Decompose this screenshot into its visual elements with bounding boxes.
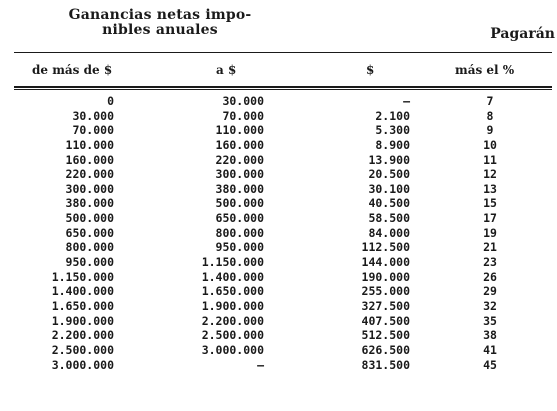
table-row [0,226,557,241]
cell-amount: 512.500 [361,328,410,343]
column-header-to: a $ [216,63,237,77]
table-row [0,94,557,109]
table-row [0,167,557,182]
cell-amount: 626.500 [361,342,410,357]
cell-from: 3.000.000 [51,357,114,372]
cell-amount: 255.000 [361,284,410,299]
cell-rate: 9 [486,123,494,138]
cell-amount: 13.900 [368,152,410,167]
cell-amount: 8.900 [375,137,410,152]
cell-to: 1.900.000 [201,298,264,313]
cell-rate: 21 [483,240,497,255]
cell-from: 2.200.000 [51,328,114,343]
table-row [0,299,557,314]
table-row [0,270,557,285]
table-row [0,328,557,343]
table-row [0,358,557,373]
header-rule [14,86,552,88]
cell-to: 110.000 [215,123,264,138]
column-header-amount: $ [366,63,375,77]
cell-from: 1.400.000 [51,284,114,299]
table-row [0,123,557,138]
cell-from: 800.000 [65,240,114,255]
cell-to: 1.400.000 [201,269,264,284]
cell-from: 1.150.000 [51,269,114,284]
cell-from: 380.000 [65,196,114,211]
cell-to: 300.000 [215,167,264,182]
cell-from: 70.000 [72,123,114,138]
cell-rate: 13 [483,181,497,196]
cell-from: 160.000 [65,152,114,167]
table-row [0,211,557,226]
table-row [0,255,557,270]
cell-amount: 40.500 [368,196,410,211]
cell-rate: 12 [483,167,497,182]
cell-from: 500.000 [65,211,114,226]
cell-from: 110.000 [65,137,114,152]
table-row [0,153,557,168]
cell-rate: 11 [483,152,497,167]
cell-to: 2.500.000 [201,328,264,343]
cell-rate: 32 [483,298,497,313]
cell-to: 500.000 [215,196,264,211]
column-header-rate: más el % [455,63,515,77]
cell-rate: 23 [483,255,497,270]
pay-header: Pagarán [490,26,555,42]
cell-from: 220.000 [65,167,114,182]
cell-rate: 35 [483,313,497,328]
cell-to: 650.000 [215,211,264,226]
cell-amount: — [403,94,410,108]
cell-amount: 831.500 [361,357,410,372]
cell-to: 380.000 [215,181,264,196]
cell-to: 160.000 [215,137,264,152]
header-rule-thin [14,89,552,90]
cell-to: 3.000.000 [201,342,264,357]
cell-amount: 30.100 [368,181,410,196]
cell-to: 800.000 [215,225,264,240]
table-title-line1: Ganancias netas impo- [68,7,252,23]
cell-from: 300.000 [65,181,114,196]
cell-to: 2.200.000 [201,313,264,328]
cell-rate: 17 [483,211,497,226]
cell-amount: 84.000 [368,225,410,240]
cell-to: 220.000 [215,152,264,167]
cell-rate: 8 [486,108,494,123]
table-row [0,284,557,299]
top-rule [14,52,552,53]
cell-amount: 407.500 [361,313,410,328]
column-header-from: de más de $ [32,63,113,77]
cell-to: 30.000 [222,94,264,108]
cell-rate: 10 [483,137,497,152]
table-row [0,109,557,124]
table-row [0,182,557,197]
table-row [0,314,557,329]
cell-rate: 45 [483,357,497,372]
cell-amount: 327.500 [361,298,410,313]
cell-rate: 38 [483,328,497,343]
cell-amount: 20.500 [368,167,410,182]
cell-amount: 112.500 [361,240,410,255]
table-row [0,138,557,153]
cell-amount: 190.000 [361,269,410,284]
cell-amount: 5.300 [375,123,410,138]
cell-from: 30.000 [72,108,114,123]
cell-to: — [257,357,264,372]
cell-to: 1.650.000 [201,284,264,299]
cell-from: 0 [107,94,114,108]
table-title-line2: nibles anuales [102,22,218,38]
cell-from: 950.000 [65,255,114,270]
cell-from: 1.900.000 [51,313,114,328]
cell-rate: 26 [483,269,497,284]
table-title [40,8,280,38]
cell-to: 1.150.000 [201,255,264,270]
cell-rate: 15 [483,196,497,211]
table-row [0,240,557,255]
cell-amount: 2.100 [375,108,410,123]
table-body [0,94,557,372]
cell-amount: 144.000 [361,255,410,270]
cell-from: 2.500.000 [51,342,114,357]
cell-to: 950.000 [215,240,264,255]
cell-rate: 19 [483,225,497,240]
cell-to: 70.000 [222,108,264,123]
cell-rate: 41 [483,342,497,357]
cell-amount: 58.500 [368,211,410,226]
cell-rate: 29 [483,284,497,299]
cell-rate: 7 [486,94,494,108]
table-row [0,196,557,211]
table-row [0,343,557,358]
cell-from: 650.000 [65,225,114,240]
cell-from: 1.650.000 [51,298,114,313]
